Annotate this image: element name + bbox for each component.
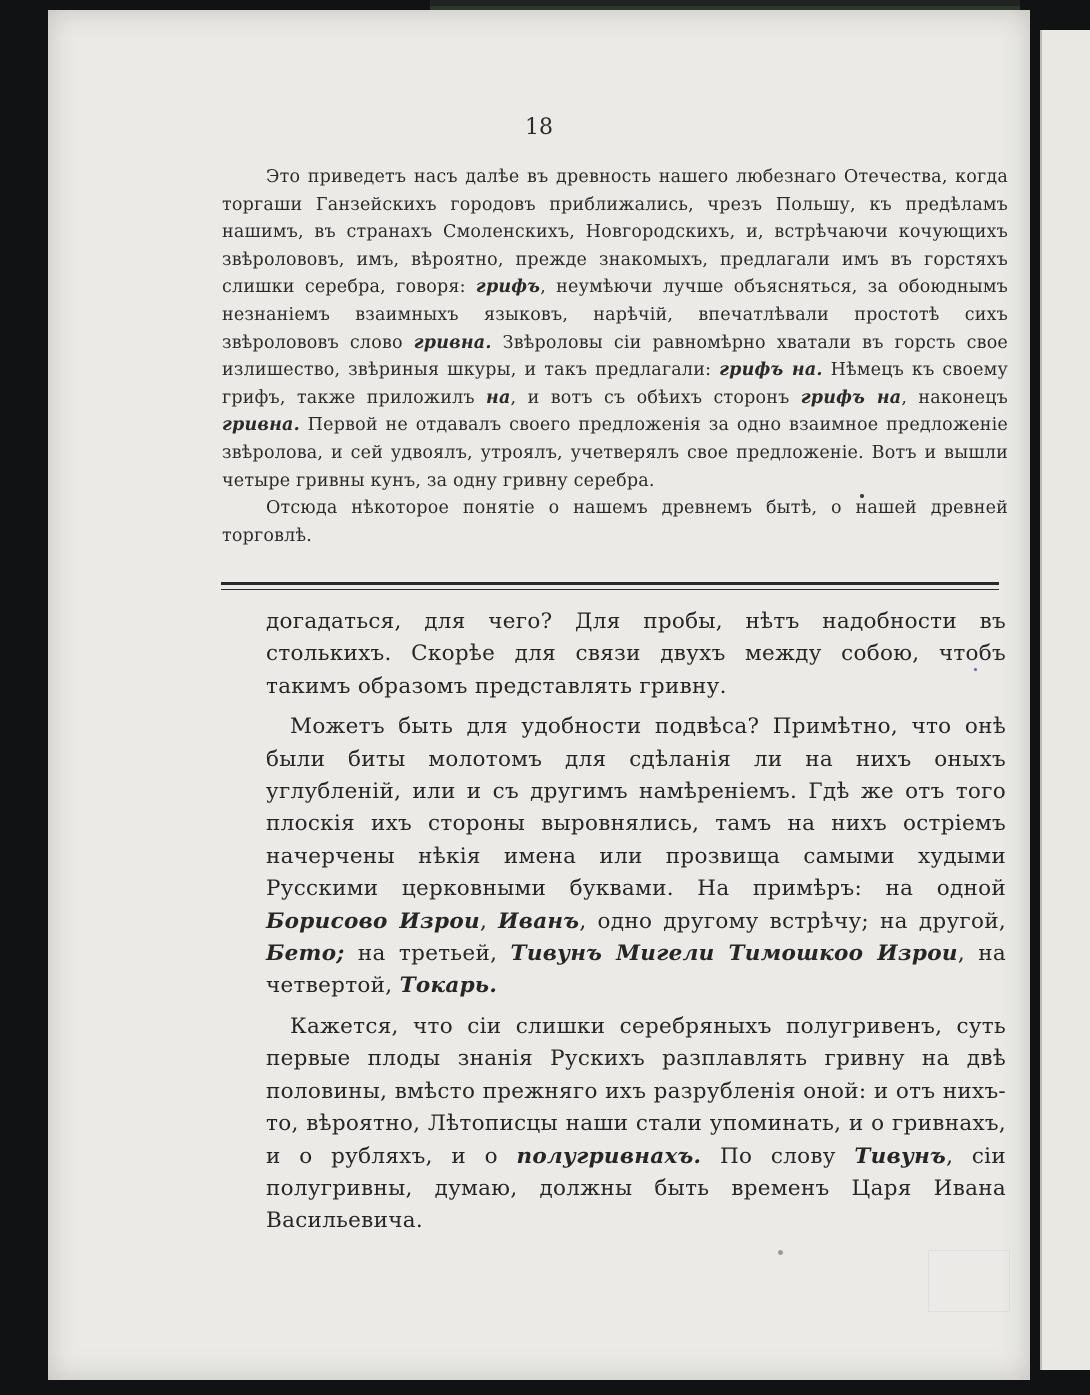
- top-paragraph-1: Это приведетъ насъ далѣе въ древность нашего любезнаго Отечества, когда торгаши Ганзейскихъ городовъ приближались, чрезъ Польшу, къ предѣламъ нашимъ, въ странахъ Смоленскихъ, Новгородскихъ, и, встрѣчаючи кочующихъ звѣролововъ, имъ, вѣроятно, прежде знакомыхъ, предлагали имъ въ горстяхъ слишки серебра, говоря: грифъ, неумѣючи лучше объясняться, за обоюднымъ незнаніемъ взаимныхъ языковъ, нарѣчій, впечатлѣвали простотѣ сихъ звѣролововъ слово гривна. Звѣроловы сіи равномѣрно хватали въ горсть свое излишество, звѣриныя шкуры, и такъ предлагали: грифъ на. Нѣмецъ къ своему грифъ, также приложилъ на, и вотъ съ обѣихъ сторонъ грифъ на, наконецъ гривна. Первой не отдавалъ своего предложенія за одно взаимное предложеніе звѣролова, и сей удвоялъ, утроялъ, учетверялъ свое предложеніе. Вотъ и вышли четыре гривны кунъ, за одну гривну серебра.: [222, 167, 1008, 491]
- main-section-text: [266, 606, 1006, 1238]
- main-paragraph-2: Можетъ быть для удобности подвѣса? Примѣтно, что онѣ были биты молотомъ для сдѣланія ли на нихъ оныхъ углубленій, или и съ другимъ намѣреніемъ. Гдѣ же отъ того плоскія ихъ стороны выровнялись, тамъ на нихъ остріемъ начерчены нѣкія имена или прозвища самыми худыми Русскими церковными буквами. На примѣръ: на одной Борисово Изрои, Иванъ, одно другому встрѣчу; на другой, Бето; на третьей, Тивунъ Мигели Тимошкоо Изрои, на четвертой, Токарь.: [266, 714, 1006, 999]
- book-page: [48, 10, 1030, 1380]
- top-section-text: [222, 164, 1008, 550]
- ink-speck: [860, 494, 864, 498]
- section-divider-thick: [221, 582, 999, 585]
- ink-speck: [778, 1250, 783, 1255]
- page-number: 18: [525, 115, 553, 140]
- adjacent-page-edge: [1040, 30, 1090, 1370]
- main-paragraph-3: Кажется, что сіи слишки серебряныхъ полугривенъ, суть первые плоды знанія Рускихъ разплавлять гривну на двѣ половины, вмѣсто прежняго ихъ разрубленія оной: и отъ нихъ-то, вѣроятно, Лѣтописцы наши стали упоминать, и о гривнахъ, и о рубляхъ, и о полугривнахъ. По слову Тивунъ, сіи полугривны, думаю, должны быть временъ Царя Ивана Васильевича.: [266, 1013, 1006, 1234]
- ink-speck: [974, 668, 977, 671]
- section-divider-thin: [221, 589, 999, 590]
- paper-stain: [928, 1250, 1010, 1312]
- main-paragraph-1: догадаться, для чего? Для пробы, нѣтъ надобности въ столькихъ. Скорѣе для связи двухъ между собою, чтобъ такимъ образомъ представлять гривну.: [266, 609, 1006, 699]
- top-paragraph-2: Отсюда нѣкоторое понятіе о нашемъ древнемъ бытѣ, о нашей древней торговлѣ.: [222, 498, 1008, 546]
